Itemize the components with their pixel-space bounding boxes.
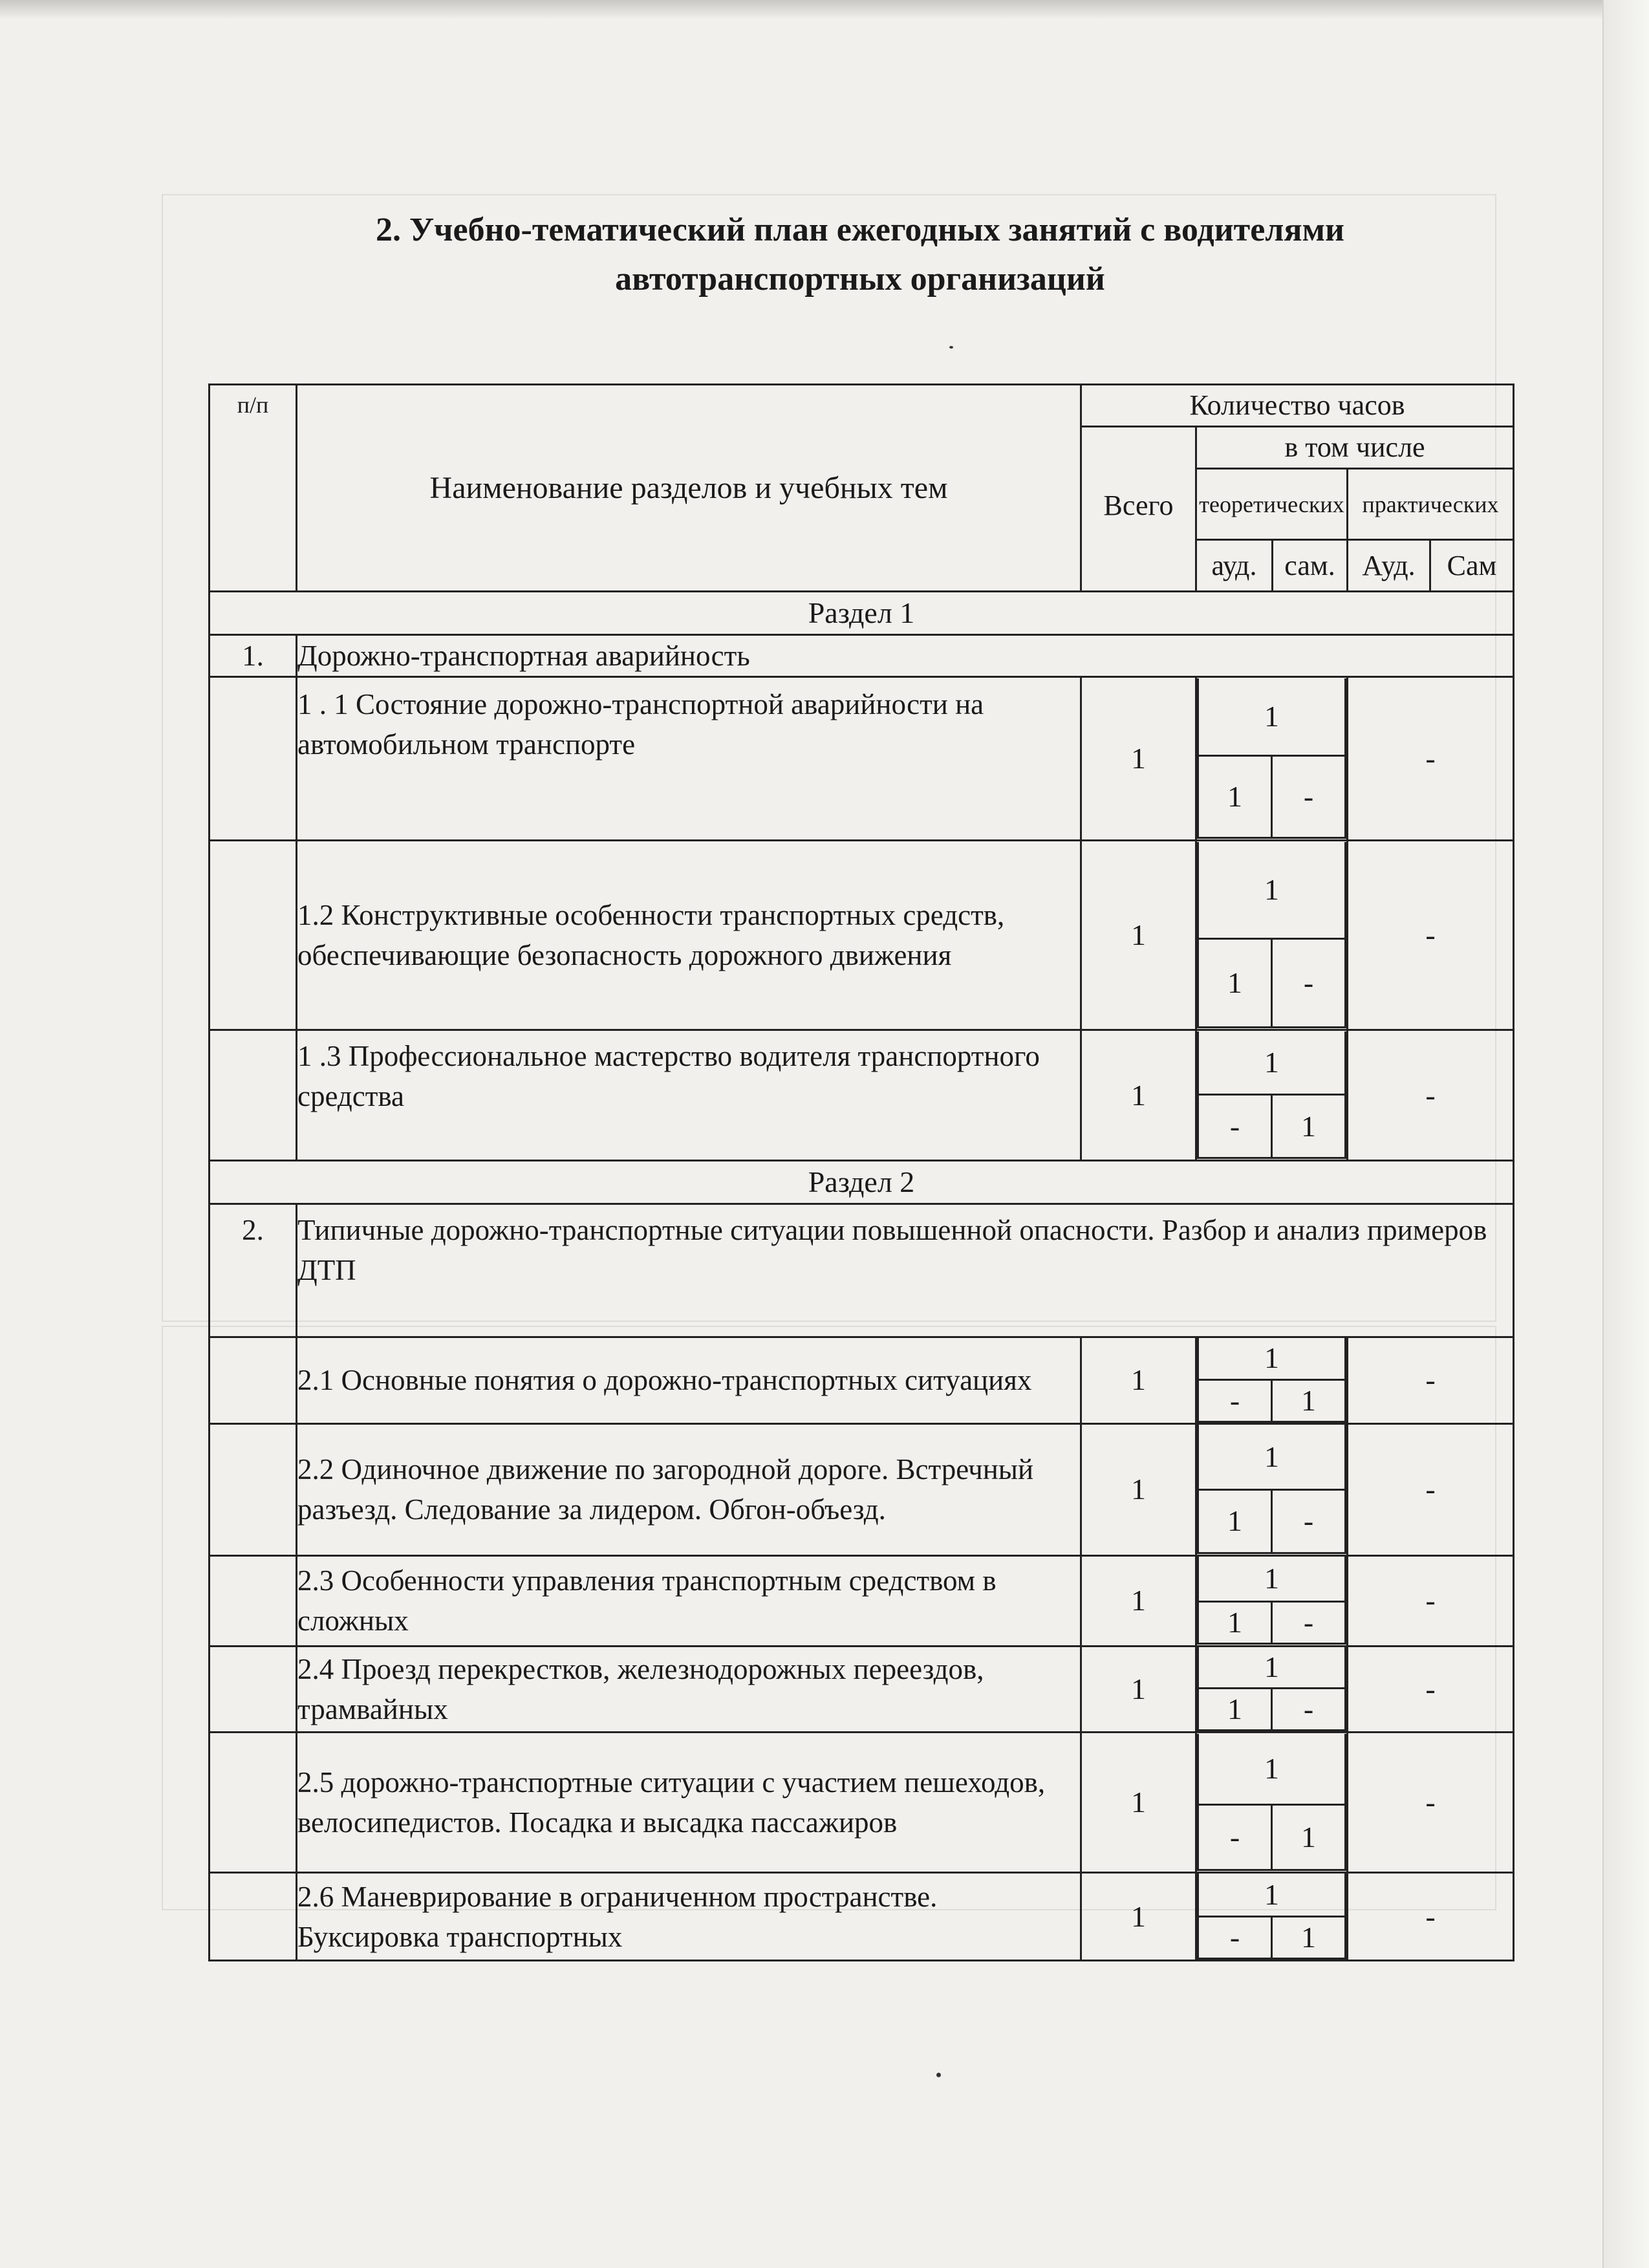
theory-total: 1 — [1198, 1557, 1346, 1602]
theory-aud: 1 — [1198, 756, 1272, 838]
theory-aud: - — [1198, 1095, 1272, 1158]
theory-cell — [1196, 1646, 1348, 1733]
theory-aud: 1 — [1198, 1689, 1272, 1731]
header-name: Наименование разделов и учебных тем — [297, 385, 1081, 592]
header-theoretical: теоретических — [1196, 469, 1348, 540]
practice-value: - — [1348, 1337, 1514, 1424]
practice-value: - — [1348, 677, 1514, 841]
theory-total: 1 — [1198, 678, 1346, 756]
theory-total: 1 — [1198, 1425, 1346, 1489]
topic-total: 1 — [1081, 1646, 1196, 1733]
topic-name: 1.2 Конструктивные особенности транспортных средств, обеспечивающие безопасность дорожного движения — [297, 841, 1081, 1030]
topic-total: 1 — [1081, 841, 1196, 1030]
header-aud-practice: Ауд. — [1348, 540, 1430, 592]
topic-name: 2.3 Особенности управления транспортным средством в сложных — [297, 1555, 1081, 1646]
theory-total: 1 — [1198, 1338, 1346, 1379]
theory-aud: 1 — [1198, 1489, 1272, 1553]
practice-value: - — [1348, 1646, 1514, 1733]
topic-name: 1 .3 Профессиональное мастерство водителя транспортного средства — [297, 1030, 1081, 1161]
theory-cell — [1196, 841, 1348, 1030]
title-line-2: автотранспортных организаций — [615, 261, 1105, 297]
table-row — [210, 1337, 1514, 1424]
theory-total: 1 — [1198, 1647, 1346, 1689]
table-row — [210, 841, 1514, 1030]
section-1-title: Дорожно-транспортная аварийность — [297, 635, 1514, 677]
section-2-title: Типичные дорожно-транспортные ситуации повышенной опасности. Разбор и анализ примеров ДТП — [297, 1204, 1514, 1337]
practice-value: - — [1348, 841, 1514, 1030]
scan-page-edge — [1602, 0, 1649, 2268]
header-including: в том числе — [1196, 427, 1514, 469]
theory-sam: - — [1272, 1489, 1346, 1553]
scan-speck — [949, 346, 953, 349]
header-aud-theory: ауд. — [1196, 540, 1273, 592]
theory-aud: 1 — [1198, 1602, 1272, 1644]
theory-aud: 1 — [1198, 939, 1272, 1028]
header-sam-theory: сам. — [1273, 540, 1348, 592]
theory-cell — [1196, 1030, 1348, 1161]
theory-total: 1 — [1198, 842, 1346, 939]
topic-name: 2.2 Одиночное движение по загородной дороге. Встречный разъезд. Следование за лидером. Обгон-объезд. — [297, 1423, 1081, 1555]
theory-sam: 1 — [1272, 1379, 1346, 1421]
section-1-label: Раздел 1 — [210, 592, 1514, 635]
thematic-plan-table — [208, 383, 1514, 1961]
theory-cell — [1196, 677, 1348, 841]
practice-value: - — [1348, 1733, 1514, 1873]
table-row — [210, 1646, 1514, 1733]
topic-total: 1 — [1081, 1555, 1196, 1646]
scan-top-shadow — [0, 0, 1649, 19]
header-practical: практических — [1348, 469, 1514, 540]
table-row — [210, 1555, 1514, 1646]
header-num: п/п — [210, 385, 297, 592]
theory-sam: 1 — [1272, 1805, 1346, 1870]
theory-cell — [1196, 1423, 1348, 1555]
topic-name: 2.4 Проезд перекрестков, железнодорожных переездов, трамвайных — [297, 1646, 1081, 1733]
section-1-num: 1. — [210, 635, 297, 677]
table-row — [210, 1733, 1514, 1873]
header-sam-practice: Сам — [1430, 540, 1514, 592]
theory-sam: 1 — [1272, 1916, 1346, 1958]
theory-sam: - — [1272, 1689, 1346, 1731]
theory-aud: - — [1198, 1379, 1272, 1421]
table-row — [210, 1873, 1514, 1961]
scan-speck — [936, 2073, 941, 2077]
theory-sam: - — [1272, 939, 1346, 1028]
topic-name: 2.1 Основные понятия о дорожно-транспортных ситуациях — [297, 1337, 1081, 1424]
theory-aud: - — [1198, 1805, 1272, 1870]
table-row — [210, 1030, 1514, 1161]
practice-value: - — [1348, 1030, 1514, 1161]
topic-name: 1 . 1 Состояние дорожно-транспортной аварийности на автомобильном транспорте — [297, 677, 1081, 841]
theory-total: 1 — [1198, 1874, 1346, 1916]
topic-total: 1 — [1081, 1030, 1196, 1161]
theory-total: 1 — [1198, 1734, 1346, 1805]
topic-total: 1 — [1081, 1873, 1196, 1961]
title-line-1: 2. Учебно-тематический план ежегодных занятий с водителями — [376, 211, 1344, 248]
theory-aud: - — [1198, 1916, 1272, 1958]
topic-name: 2.5 дорожно-транспортные ситуации с участием пешеходов, велосипедистов. Посадка и высадка пассажиров — [297, 1733, 1081, 1873]
topic-total: 1 — [1081, 1337, 1196, 1424]
theory-cell — [1196, 1873, 1348, 1961]
table-row — [210, 1423, 1514, 1555]
topic-total: 1 — [1081, 1423, 1196, 1555]
theory-cell — [1196, 1733, 1348, 1873]
section-2-num: 2. — [210, 1204, 297, 1337]
practice-value: - — [1348, 1423, 1514, 1555]
section-2-label: Раздел 2 — [210, 1161, 1514, 1204]
practice-value: - — [1348, 1873, 1514, 1961]
theory-total: 1 — [1198, 1031, 1346, 1095]
practice-value: - — [1348, 1555, 1514, 1646]
theory-sam: 1 — [1272, 1095, 1346, 1158]
table-row — [210, 677, 1514, 841]
theory-sam: - — [1272, 1602, 1346, 1644]
document-title — [207, 206, 1513, 304]
topic-name: 2.6 Маневрирование в ограниченном пространстве. Буксировка транспортных — [297, 1873, 1081, 1961]
theory-sam: - — [1272, 756, 1346, 838]
header-hours: Количество часов — [1081, 385, 1514, 427]
header-total: Всего — [1081, 427, 1196, 592]
theory-cell — [1196, 1555, 1348, 1646]
topic-total: 1 — [1081, 1733, 1196, 1873]
theory-cell — [1196, 1337, 1348, 1424]
topic-total: 1 — [1081, 677, 1196, 841]
